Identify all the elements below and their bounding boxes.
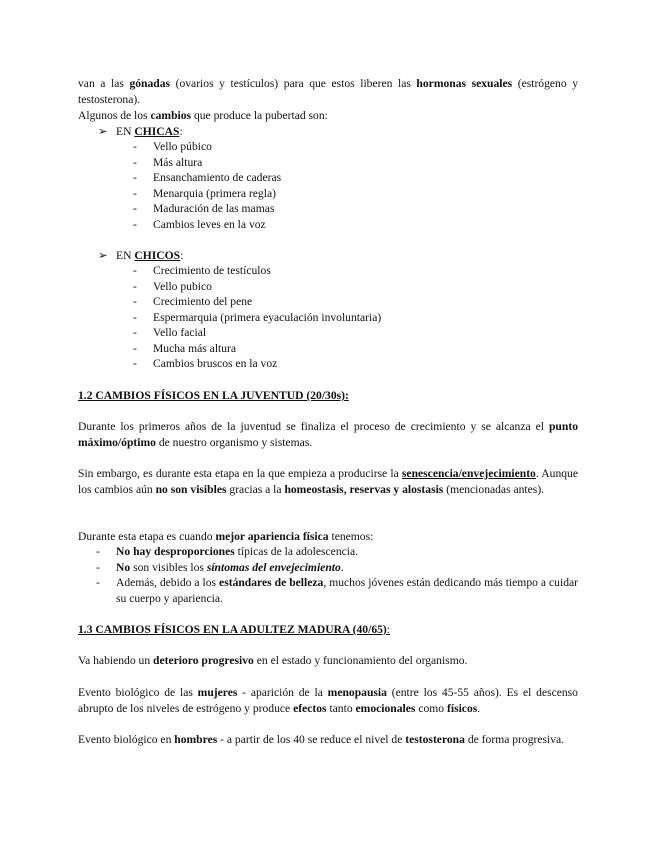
- list-item: [133, 217, 266, 233]
- bold-term: mejor apariencia física: [215, 530, 329, 543]
- list-item-text: Vello facial: [153, 326, 207, 339]
- bold-term: efectos: [293, 701, 327, 715]
- text: :: [386, 623, 391, 636]
- bold-term: gónadas: [129, 77, 171, 90]
- bullet-item: [96, 575, 578, 606]
- bold-term: menopausia: [327, 686, 387, 699]
- bullet-text: [96, 560, 578, 576]
- list-item: [133, 170, 281, 186]
- bold-term: CHICOS: [134, 249, 181, 262]
- text: Sin embargo, es durante esta etapa en la que empieza a producirse la: [78, 467, 402, 480]
- list-item-text: Maduración de las mamas: [153, 202, 275, 215]
- list-item: [133, 186, 276, 202]
- list-item-text: Menarquia (primera regla): [153, 187, 276, 200]
- bold-term: físicos: [446, 701, 478, 715]
- paragraph: [78, 732, 578, 748]
- list-item: [133, 310, 381, 326]
- text: - a partir de los 40 se reduce el nivel de: [217, 733, 406, 746]
- bold-term: punto máximo/óptimo: [78, 420, 578, 449]
- bold-term: No hay desproporciones: [116, 545, 235, 558]
- text: (ovarios y testículos) para que estos liberen las: [170, 77, 417, 90]
- dash-bullet: -: [133, 295, 137, 308]
- bold-term: mujeres: [197, 686, 238, 699]
- paragraph: [78, 466, 578, 497]
- text: tenemos:: [328, 530, 374, 543]
- dash-bullet: -: [133, 171, 137, 184]
- text: :: [180, 249, 184, 262]
- bold-term: senescencia/envejecimiento: [401, 467, 536, 480]
- text: como: [415, 701, 447, 715]
- bold-term: homeostasis, reservas y alostasis: [284, 482, 444, 496]
- text: . Aunque los cambios aún: [78, 467, 578, 496]
- text: , muchos jóvenes están dedicando más tiempo a cuidar su cuerpo y apariencia.: [116, 576, 578, 605]
- text: en el estado y funcionamiento del organismo.: [253, 654, 468, 667]
- dash-bullet: -: [133, 280, 137, 293]
- bold-term: CHICAS: [134, 125, 180, 138]
- list-heading-chicos: [98, 248, 183, 264]
- list-item-text: Cambios bruscos en la voz: [153, 357, 278, 370]
- text: Algunos de los: [78, 109, 151, 122]
- dash-bullet: -: [133, 264, 137, 277]
- paragraph: [78, 529, 578, 545]
- text: van a las: [78, 77, 130, 90]
- bullet-text: [96, 544, 578, 560]
- list-item-text: Crecimiento del pene: [153, 295, 253, 308]
- text: :: [179, 125, 183, 138]
- paragraph: [78, 685, 578, 716]
- list-item: [133, 155, 202, 171]
- list-item: [133, 139, 212, 155]
- text: (mencionadas antes).: [443, 482, 545, 496]
- bold-term: no son visibles: [155, 482, 227, 496]
- text: Durante esta etapa es cuando: [78, 530, 216, 543]
- bold-term: cambios: [150, 109, 192, 122]
- list-item: [133, 263, 271, 279]
- text: son visibles los: [130, 561, 207, 574]
- dash-bullet: -: [133, 218, 137, 231]
- text: de forma progresiva.: [464, 733, 565, 746]
- text: gracias a la: [226, 482, 285, 496]
- dash-bullet: -: [96, 576, 100, 589]
- text: Va habiendo un: [78, 654, 154, 667]
- text: Evento biológico en: [78, 733, 175, 746]
- arrow-bullet-icon: ➢: [98, 125, 108, 138]
- list-item-text: Vello pubico: [153, 280, 212, 293]
- list-item-text: Crecimiento de testículos: [153, 264, 271, 277]
- list-item-text: Mucha más altura: [153, 342, 237, 355]
- text: - aparición de la: [237, 686, 328, 699]
- text: Evento biológico de las: [78, 686, 198, 699]
- list-item: [133, 341, 236, 357]
- list-item-text: Vello púbico: [153, 140, 212, 153]
- list-item: [133, 294, 252, 310]
- bullet-item: [96, 544, 578, 560]
- text: tanto: [326, 701, 356, 715]
- list-heading-chicas: [98, 124, 183, 140]
- text: .: [477, 701, 481, 715]
- bold-italic-term: síntomas del envejecimiento: [206, 561, 341, 574]
- dash-bullet: -: [133, 202, 137, 215]
- arrow-bullet-icon: ➢: [98, 249, 108, 262]
- intro-paragraph: [78, 76, 578, 107]
- list-item: [133, 325, 206, 341]
- dash-bullet: -: [133, 187, 137, 200]
- bold-term: No: [116, 561, 131, 574]
- list-item: [133, 356, 277, 372]
- list-item-text: Espermarquia (primera eyaculación involuntaria): [153, 311, 382, 324]
- list-item: [133, 201, 274, 217]
- changes-intro: [78, 108, 578, 124]
- text: que produce la pubertad son:: [191, 109, 328, 122]
- text: EN: [116, 249, 135, 262]
- text: (estrógeno y testosterona).: [78, 77, 578, 106]
- text: .: [340, 561, 344, 574]
- text: Además, debido a los: [116, 576, 220, 589]
- bold-term: deterioro progresivo: [153, 654, 254, 667]
- dash-bullet: -: [133, 156, 137, 169]
- text: Durante los primeros años de la juventud se finaliza el proceso de crecimiento y se alcanza el: [78, 420, 549, 433]
- bold-term: estándares de belleza: [219, 576, 324, 589]
- paragraph: [78, 419, 578, 450]
- list-item-text: Cambios leves en la voz: [153, 218, 266, 231]
- paragraph: [78, 653, 578, 669]
- dash-bullet: -: [133, 342, 137, 355]
- text: típicas de la adolescencia.: [234, 545, 359, 558]
- bold-term: hormonas sexuales: [416, 77, 513, 90]
- section-heading-1-2: 1.2 CAMBIOS FÍSICOS EN LA JUVENTUD (20/30s):: [78, 389, 349, 402]
- list-item-text: Más altura: [153, 156, 203, 169]
- dash-bullet: -: [96, 545, 100, 558]
- bullet-text: [96, 575, 578, 606]
- dash-bullet: -: [133, 357, 137, 370]
- list-item-text: Ensanchamiento de caderas: [153, 171, 282, 184]
- dash-bullet: -: [133, 311, 137, 324]
- bold-term: hombres: [174, 733, 218, 746]
- dash-bullet: -: [133, 326, 137, 339]
- list-item: [133, 279, 212, 295]
- bold-term: testosterona: [405, 733, 465, 746]
- dash-bullet: -: [133, 140, 137, 153]
- heading-text: 1.3 CAMBIOS FÍSICOS EN LA ADULTEZ MADURA (40/65): [78, 623, 387, 636]
- text: EN: [116, 125, 135, 138]
- section-heading-1-3: [78, 622, 390, 638]
- dash-bullet: -: [96, 561, 100, 574]
- bold-term: emocionales: [355, 701, 416, 715]
- text: de nuestro organismo y sistemas.: [155, 435, 313, 449]
- bullet-item: [96, 560, 578, 576]
- text: (entre los 45-55 años). Es el descenso abrupto de los niveles de estrógeno y produce: [78, 686, 578, 715]
